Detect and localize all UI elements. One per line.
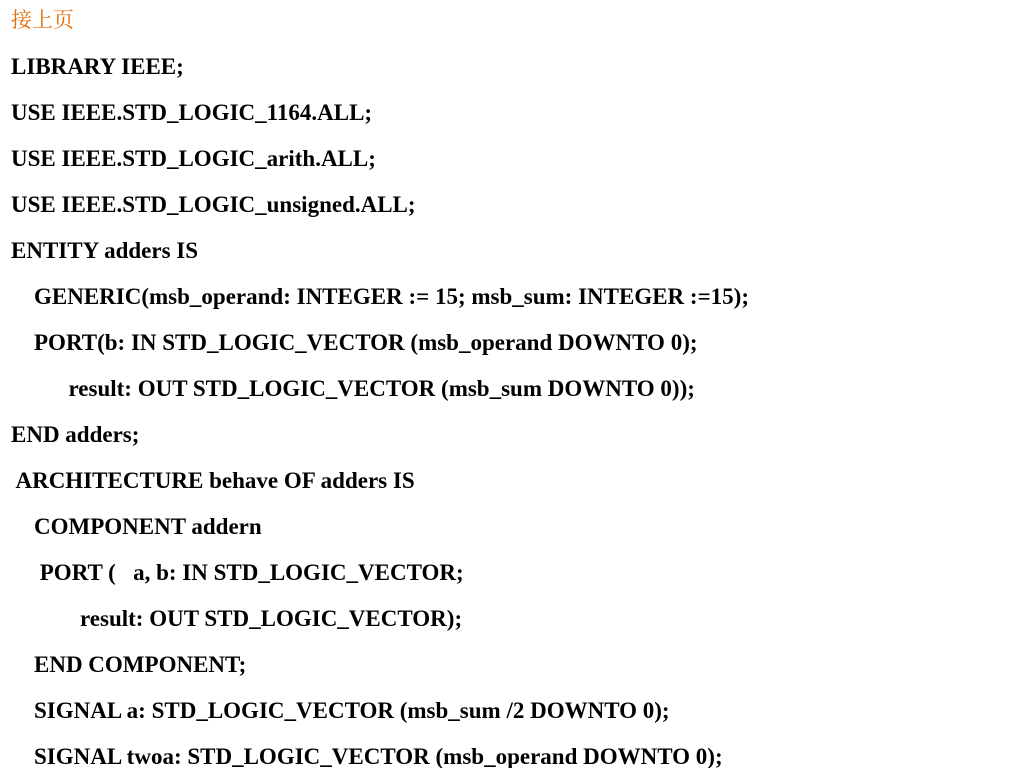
code-line: ARCHITECTURE behave OF adders IS (11, 468, 415, 493)
code-line: END adders; (11, 422, 140, 447)
code-line: SIGNAL a: STD_LOGIC_VECTOR (msb_sum /2 DOWNTO 0); (11, 698, 670, 723)
code-line: PORT(b: IN STD_LOGIC_VECTOR (msb_operand DOWNTO 0); (11, 330, 698, 355)
code-line: result: OUT STD_LOGIC_VECTOR (msb_sum DOWNTO 0)); (11, 376, 695, 401)
code-line: USE IEEE.STD_LOGIC_unsigned.ALL; (11, 192, 416, 217)
continued-header: 接上页 (11, 8, 74, 32)
code-line: result: OUT STD_LOGIC_VECTOR); (11, 606, 463, 631)
code-line: SIGNAL twoa: STD_LOGIC_VECTOR (msb_operand DOWNTO 0); (11, 744, 723, 768)
code-line: USE IEEE.STD_LOGIC_arith.ALL; (11, 146, 376, 171)
code-line: GENERIC(msb_operand: INTEGER := 15; msb_sum: INTEGER :=15); (11, 284, 749, 309)
code-line: ENTITY adders IS (11, 238, 199, 263)
code-line: PORT ( a, b: IN STD_LOGIC_VECTOR; (11, 560, 464, 585)
code-line: COMPONENT addern (11, 514, 262, 539)
code-line: LIBRARY IEEE; (11, 54, 184, 79)
code-line: END COMPONENT; (11, 652, 247, 677)
code-line: USE IEEE.STD_LOGIC_1164.ALL; (11, 100, 373, 125)
